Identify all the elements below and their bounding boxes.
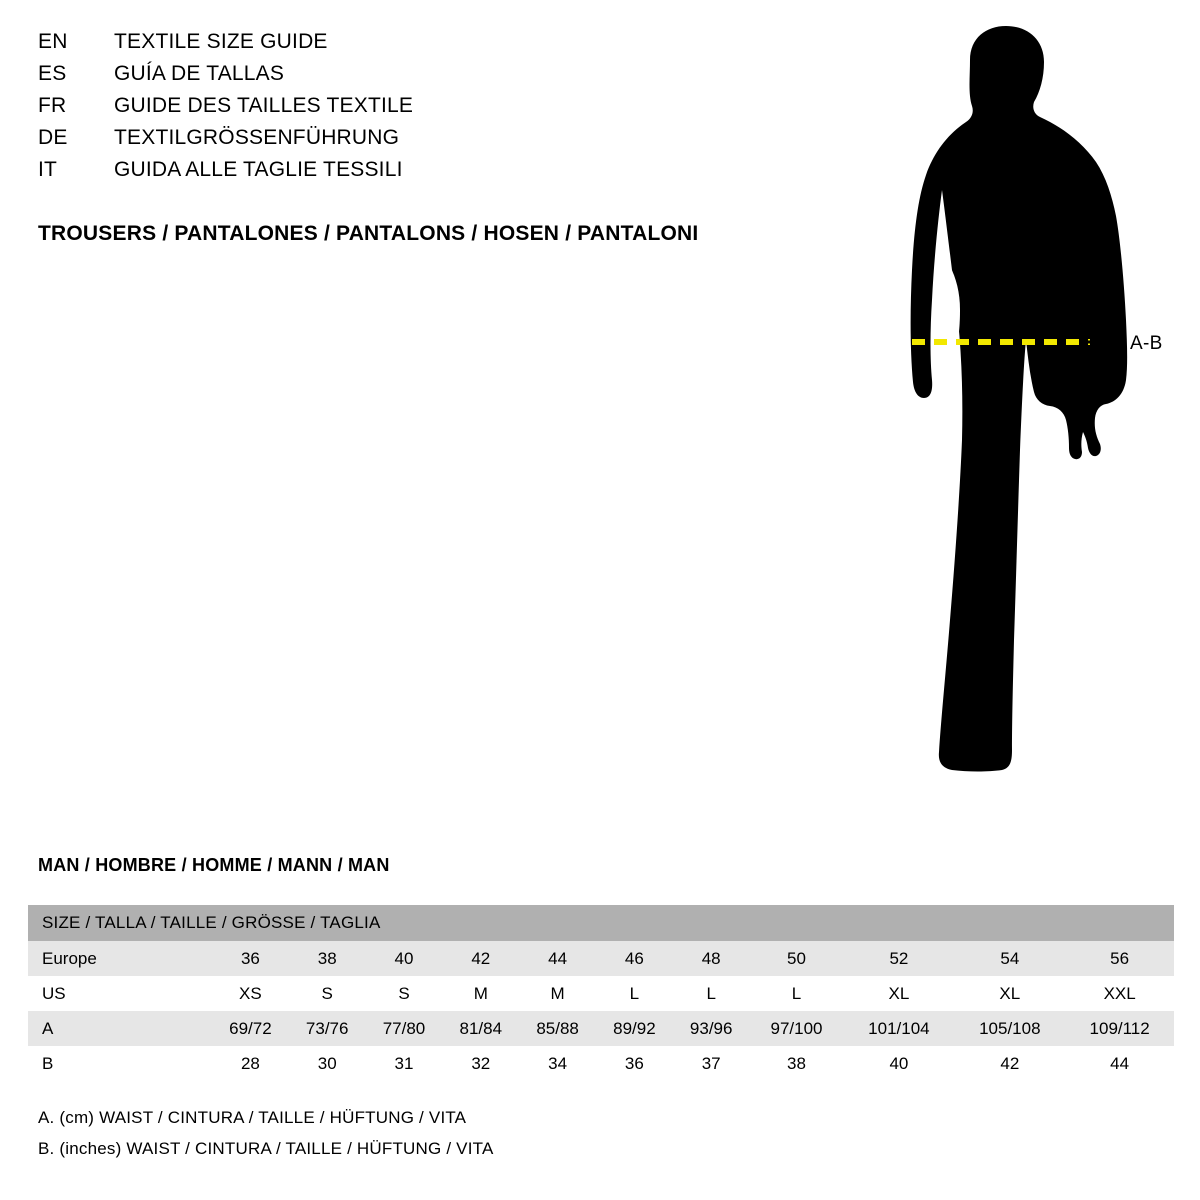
cell-value: 36: [596, 1046, 673, 1081]
cell-value: M: [442, 976, 519, 1011]
language-row: [38, 126, 798, 158]
table-header-row: [28, 905, 1174, 941]
row-label: Europe: [28, 941, 212, 976]
table-row: [28, 976, 1174, 1011]
cell-value: 48: [673, 941, 750, 976]
row-label: US: [28, 976, 212, 1011]
cell-value: 109/112: [1065, 1011, 1174, 1046]
cell-value: S: [289, 976, 366, 1011]
row-label: B: [28, 1046, 212, 1081]
cell-value: 28: [212, 1046, 289, 1081]
cell-value: 89/92: [596, 1011, 673, 1046]
cell-value: XS: [212, 976, 289, 1011]
size-table: [28, 905, 1174, 1081]
language-code: EN: [38, 30, 68, 53]
cell-value: 37: [673, 1046, 750, 1081]
figure-illustration: [800, 20, 1200, 810]
table-group-title: MAN / HOMBRE / HOMME / MANN / MAN: [38, 855, 390, 875]
cell-value: 32: [442, 1046, 519, 1081]
cell-value: 44: [519, 941, 596, 976]
cell-value: 93/96: [673, 1011, 750, 1046]
cell-value: 42: [954, 1046, 1065, 1081]
cell-value: 36: [212, 941, 289, 976]
language-row: [38, 94, 798, 126]
garment-type-heading: TROUSERS / PANTALONES / PANTALONS / HOSEN / PANTALONI: [38, 222, 699, 245]
cell-value: 42: [442, 941, 519, 976]
row-label: A: [28, 1011, 212, 1046]
language-title: TEXTILGRÖSSENFÜHRUNG: [114, 126, 400, 149]
cell-value: L: [750, 976, 844, 1011]
cell-value: M: [519, 976, 596, 1011]
cell-value: 81/84: [442, 1011, 519, 1046]
cell-value: 46: [596, 941, 673, 976]
table-row: [28, 941, 1174, 976]
cell-value: L: [673, 976, 750, 1011]
table-row: [28, 1011, 1174, 1046]
language-row: [38, 30, 798, 62]
cell-value: L: [596, 976, 673, 1011]
language-code: DE: [38, 126, 68, 149]
table-row: [28, 1046, 1174, 1081]
cell-value: 101/104: [843, 1011, 954, 1046]
measurement-label: A-B: [1130, 333, 1163, 354]
cell-value: 54: [954, 941, 1065, 976]
language-code: FR: [38, 94, 67, 117]
male-silhouette-icon: [800, 20, 1200, 810]
table-header-label: SIZE / TALLA / TAILLE / GRÖSSE / TAGLIA: [42, 913, 381, 932]
cell-value: 56: [1065, 941, 1174, 976]
cell-value: XXL: [1065, 976, 1174, 1011]
cell-value: 38: [750, 1046, 844, 1081]
cell-value: 31: [366, 1046, 443, 1081]
language-row: [38, 62, 798, 94]
cell-value: 52: [843, 941, 954, 976]
cell-value: 44: [1065, 1046, 1174, 1081]
cell-value: XL: [843, 976, 954, 1011]
language-title: GUIDA ALLE TAGLIE TESSILI: [114, 158, 403, 181]
cell-value: 34: [519, 1046, 596, 1081]
cell-value: S: [366, 976, 443, 1011]
cell-value: 30: [289, 1046, 366, 1081]
language-row: [38, 158, 798, 190]
cell-value: 38: [289, 941, 366, 976]
language-title: GUIDE DES TAILLES TEXTILE: [114, 94, 414, 117]
language-title: TEXTILE SIZE GUIDE: [114, 30, 328, 53]
cell-value: 69/72: [212, 1011, 289, 1046]
cell-value: 77/80: [366, 1011, 443, 1046]
cell-value: 40: [843, 1046, 954, 1081]
cell-value: 40: [366, 941, 443, 976]
language-title: GUÍA DE TALLAS: [114, 62, 285, 85]
footnote-b: B. (inches) WAIST / CINTURA / TAILLE / HÜFTUNG / VITA: [38, 1139, 494, 1158]
cell-value: 105/108: [954, 1011, 1065, 1046]
footnote-a: A. (cm) WAIST / CINTURA / TAILLE / HÜFTUNG / VITA: [38, 1108, 467, 1127]
language-title-block: [38, 30, 798, 190]
cell-value: XL: [954, 976, 1065, 1011]
cell-value: 73/76: [289, 1011, 366, 1046]
table-footnotes: [38, 1108, 494, 1170]
language-code: IT: [38, 158, 58, 181]
cell-value: 85/88: [519, 1011, 596, 1046]
cell-value: 50: [750, 941, 844, 976]
cell-value: 97/100: [750, 1011, 844, 1046]
language-code: ES: [38, 62, 67, 85]
